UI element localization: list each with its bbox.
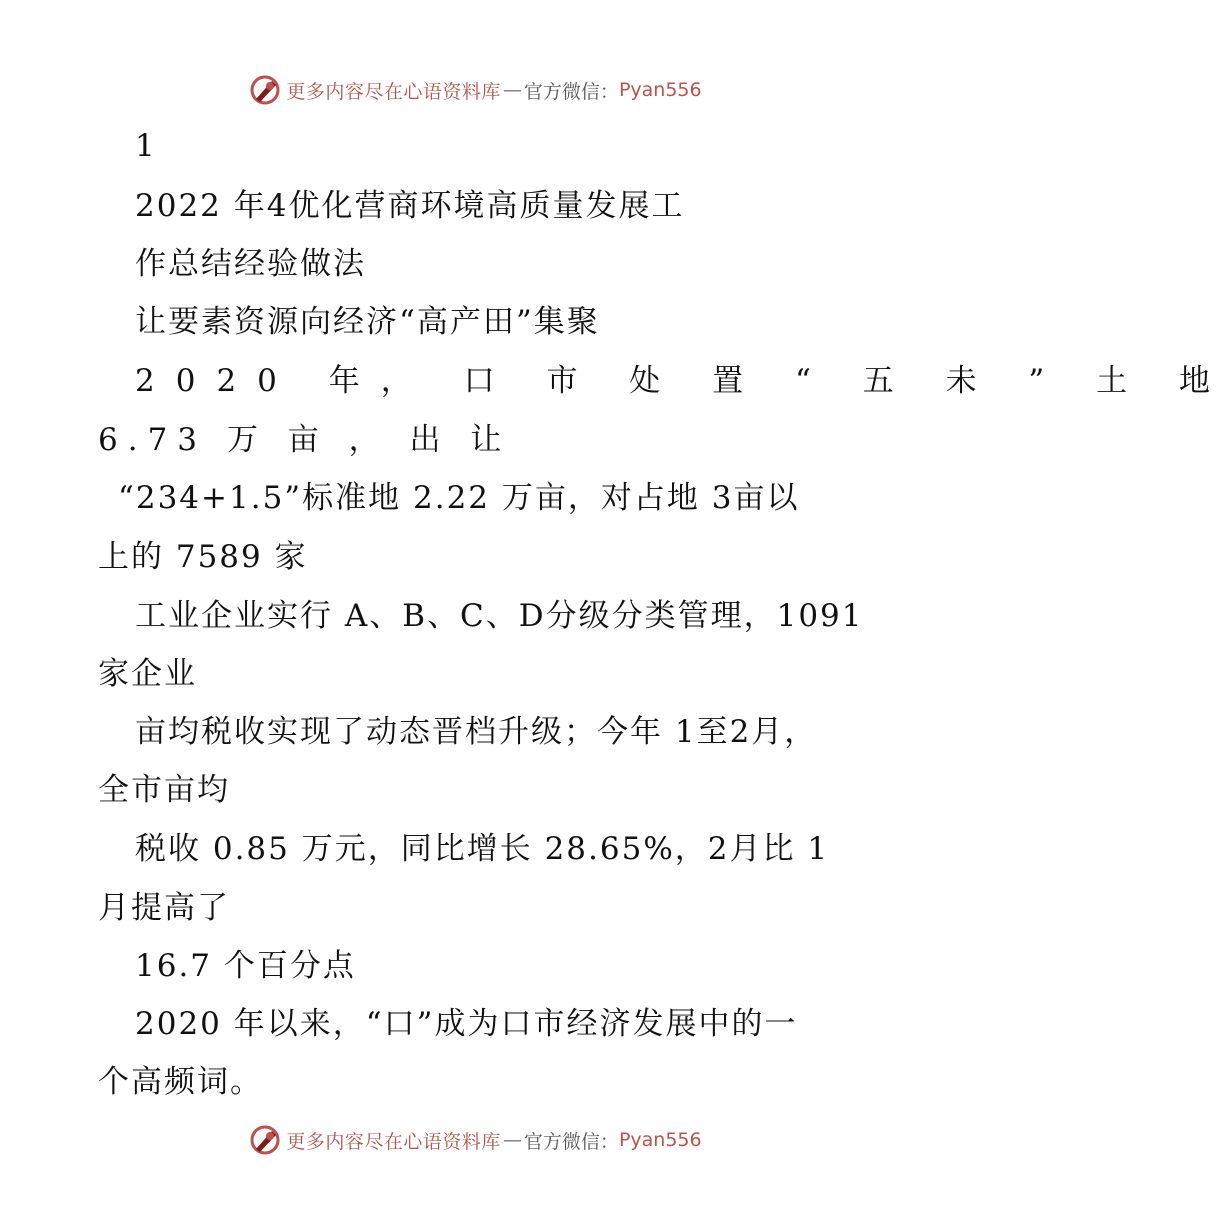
paragraph-line: 16.7 个百分点 <box>135 948 356 984</box>
banner-separator: — <box>502 1129 522 1151</box>
paragraph-line: 全市亩均 <box>98 772 230 808</box>
pen-circle-logo-icon <box>248 1123 282 1157</box>
pen-circle-logo-icon <box>248 73 282 107</box>
document-title-line-2: 作总结经验做法 <box>135 246 366 282</box>
paragraph-line: 月提高了 <box>98 890 230 926</box>
wechat-label: 官方微信： <box>523 80 619 103</box>
paragraph-line: “234+1.5”标准地 2.22 万亩，对占地 3亩以 <box>118 480 800 516</box>
wechat-label: 官方微信： <box>523 1130 619 1153</box>
paragraph-line: 6.73 万 亩 ， 出 让 <box>98 422 512 458</box>
wechat-id: Pyan556 <box>618 1129 702 1151</box>
banner-label: 更多内容尽在心语资料库 <box>286 80 501 103</box>
footer-banner <box>0 1120 950 1160</box>
paragraph-line: 亩均税收实现了动态晋档升级；今年 1至2月， <box>135 714 818 750</box>
paragraph-line: 上的 7589 家 <box>98 539 308 575</box>
document-title-line-1: 2022 年4优化营商环境高质量发展工 <box>135 188 685 224</box>
paragraph-line: 2020 年以来，“口”成为口市经济发展中的一 <box>135 1006 798 1042</box>
header-banner <box>0 70 950 110</box>
paragraph-line: 2020 年， 口 市 处 置 “ 五 未 ” 土 地 <box>135 363 1231 399</box>
paragraph-line: 家企业 <box>98 656 197 692</box>
section-heading: 让要素资源向经济“高产田”集聚 <box>135 304 600 340</box>
banner-separator: — <box>502 79 522 101</box>
paragraph-line: 税收 0.85 万元，同比增长 28.65%，2月比 1 <box>135 831 830 867</box>
banner-label: 更多内容尽在心语资料库 <box>286 1130 501 1153</box>
paragraph-line: 个高频词。 <box>98 1064 263 1100</box>
wechat-id: Pyan556 <box>618 79 702 101</box>
page-number: 1 <box>135 128 157 164</box>
paragraph-line: 工业企业实行 A、B、C、D分级分类管理，1091 <box>135 598 864 634</box>
